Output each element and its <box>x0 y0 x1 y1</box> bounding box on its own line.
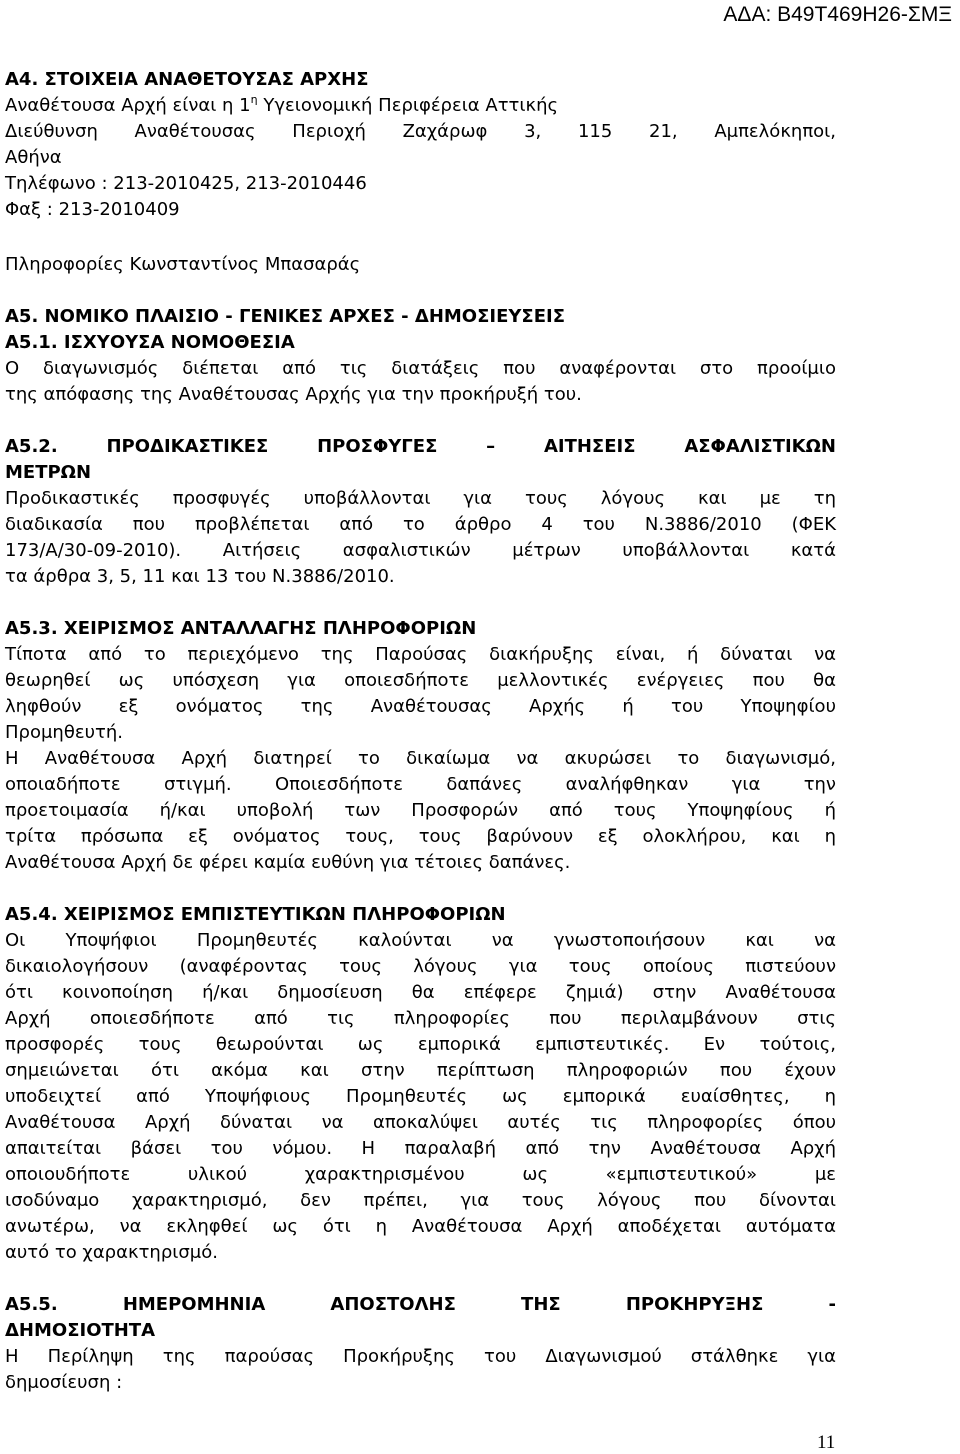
section-a5-2-heading: Α5.2. ΠΡΟΔΙΚΑΣΤΙΚΕΣ ΠΡΟΣΦΥΓΕΣ – ΑΙΤΗΣΕΙΣ ΑΣΦΑΛΙΣΤΙΚΩΝ <box>5 436 836 457</box>
paragraph-line: της απόφασης της Αναθέτουσας Αρχής για την προκήρυξή του. <box>5 384 582 405</box>
paragraph-line: Αναθέτουσα Αρχή δε φέρει καμία ευθύνη για τέτοιες δαπάνες. <box>5 852 571 873</box>
paragraph-line: Αρχή οποιεσδήποτε από τις πληροφορίες που περιλαμβάνουν στις <box>5 1008 836 1029</box>
section-a5-3-heading: Α5.3. ΧΕΙΡΙΣΜΟΣ ΑΝΤΑΛΛΑΓΗΣ ΠΛΗΡΟΦΟΡΙΩΝ <box>5 618 477 639</box>
paragraph-line: Η Περίληψη της παρούσας Προκήρυξης του Διαγωνισμού στάλθηκε για <box>5 1346 836 1367</box>
section-a5-2-heading-cont: ΜΕΤΡΩΝ <box>5 462 92 483</box>
page-number: 11 <box>817 1432 836 1453</box>
paragraph-line: ανωτέρω, να εκληφθεί ως ότι η Αναθέτουσα Αρχή αποδέχεται αυτόματα <box>5 1216 836 1237</box>
paragraph-line: Αναθέτουσα Αρχή δύναται να αποκαλύψει αυτές τις πληροφορίες όπου <box>5 1112 836 1133</box>
paragraph-line: ότι κοινοποίηση ή/και δημοσίευση θα επέφερε ζημιά) στην Αναθέτουσα <box>5 982 836 1003</box>
paragraph-line: δικαιολογήσουν (αναφέροντας τους λόγους για τους οποίους πιστεύουν <box>5 956 836 977</box>
authority-text: Αναθέτουσα Αρχή είναι η 1 <box>5 95 251 116</box>
paragraph-line: Ο διαγωνισμός διέπεται από τις διατάξεις που αναφέρονται στο προοίμιο <box>5 358 836 379</box>
fax-line: Φαξ : 213-2010409 <box>5 199 180 220</box>
section-a5-1-heading: Α5.1. ΙΣΧΥΟΥΣΑ ΝΟΜΟΘΕΣΙΑ <box>5 332 295 353</box>
address-line: Διεύθυνση Αναθέτουσας Περιοχή Ζαχάρωφ 3, 115 21, Αμπελόκηποι, <box>5 121 836 142</box>
section-a4-heading: Α4. ΣΤΟΙΧΕΙΑ ΑΝΑΘΕΤΟΥΣΑΣ ΑΡΧΗΣ <box>5 69 369 90</box>
section-a5-5-heading: Α5.5. ΗΜΕΡΟΜΗΝΙΑ ΑΠΟΣΤΟΛΗΣ ΤΗΣ ΠΡΟΚΗΡΥΞΗΣ - <box>5 1294 836 1315</box>
paragraph-line: απαιτείται βάσει του νόμου. Η παραλαβή από την Αναθέτουσα Αρχή <box>5 1138 836 1159</box>
paragraph-line: δημοσίευση : <box>5 1372 123 1393</box>
paragraph-line: προετοιμασία ή/και υποβολή των Προσφορών από τους Υποψηφίους ή <box>5 800 836 821</box>
paragraph-line: Προμηθευτή. <box>5 722 123 743</box>
section-a5-4-heading: Α5.4. ΧΕΙΡΙΣΜΟΣ ΕΜΠΙΣΤΕΥΤΙΚΩΝ ΠΛΗΡΟΦΟΡΙΩΝ <box>5 904 506 925</box>
paragraph-line: υποδειχτεί από Υποψήφιους Προμηθευτές ως εμπορικά ευαίσθητες, η <box>5 1086 836 1107</box>
paragraph-line: θεωρηθεί ως υπόσχεση για οποιεσδήποτε μελλοντικές ενέργειες που θα <box>5 670 836 691</box>
phone-line: Τηλέφωνο : 213-2010425, 213-2010446 <box>5 173 367 194</box>
paragraph-line: οποιαδήποτε στιγμή. Οποιεσδήποτε δαπάνες αναλήφθηκαν για την <box>5 774 836 795</box>
paragraph-line: τα άρθρα 3, 5, 11 και 13 του Ν.3886/2010. <box>5 566 395 587</box>
ada-code: ΑΔΑ: Β49Τ469Η26-ΣΜΞ <box>723 3 952 26</box>
paragraph-line: Η Αναθέτουσα Αρχή διατηρεί το δικαίωμα να ακυρώσει το διαγωνισμό, <box>5 748 836 769</box>
authority-region: Υγειονομική Περιφέρεια Αττικής <box>257 95 559 116</box>
authority-line <box>5 93 836 119</box>
paragraph-line: τρίτα πρόσωπα εξ ονόματος τους, τους βαρύνουν εξ ολοκλήρου, και η <box>5 826 836 847</box>
paragraph-line: διαδικασία που προβλέπεται από το άρθρο 4 του Ν.3886/2010 (ΦΕΚ <box>5 514 836 535</box>
paragraph-line: σημειώνεται ότι ακόμα και στην περίπτωση πληροφοριών που έχουν <box>5 1060 836 1081</box>
paragraph-line: Τίποτα από το περιεχόμενο της Παρούσας διακήρυξης είναι, ή δύναται να <box>5 644 836 665</box>
city-line: Αθήνα <box>5 147 62 168</box>
section-a5-5-heading-cont: ΔΗΜΟΣΙΟΤΗΤΑ <box>5 1320 156 1341</box>
info-line: Πληροφορίες Κωνσταντίνος Μπασαράς <box>5 254 361 275</box>
paragraph-line: ισοδύναμο χαρακτηρισμό, δεν πρέπει, για τους λόγους που δίνονται <box>5 1190 836 1211</box>
ordinal-superscript: η <box>250 93 258 106</box>
paragraph-line: οποιουδήποτε υλικού χαρακτηρισμένου ως «εμπιστευτικού» με <box>5 1164 836 1185</box>
paragraph-line: ληφθούν εξ ονόματος της Αναθέτουσας Αρχής ή του Υποψηφίου <box>5 696 836 717</box>
paragraph-line: 173/Α/30-09-2010). Αιτήσεις ασφαλιστικών μέτρων υποβάλλονται κατά <box>5 540 836 561</box>
paragraph-line: Οι Υποψήφιοι Προμηθευτές καλούνται να γνωστοποιήσουν και να <box>5 930 836 951</box>
paragraph-line: προσφορές τους θεωρούνται ως εμπορικά εμπιστευτικές. Εν τούτοις, <box>5 1034 836 1055</box>
paragraph-line: αυτό το χαρακτηρισμό. <box>5 1242 218 1263</box>
section-a5-heading: Α5. ΝΟΜΙΚΟ ΠΛΑΙΣΙΟ - ΓΕΝΙΚΕΣ ΑΡΧΕΣ - ΔΗΜΟΣΙΕΥΣΕΙΣ <box>5 306 566 327</box>
paragraph-line: Προδικαστικές προσφυγές υποβάλλονται για τους λόγους και με τη <box>5 488 836 509</box>
